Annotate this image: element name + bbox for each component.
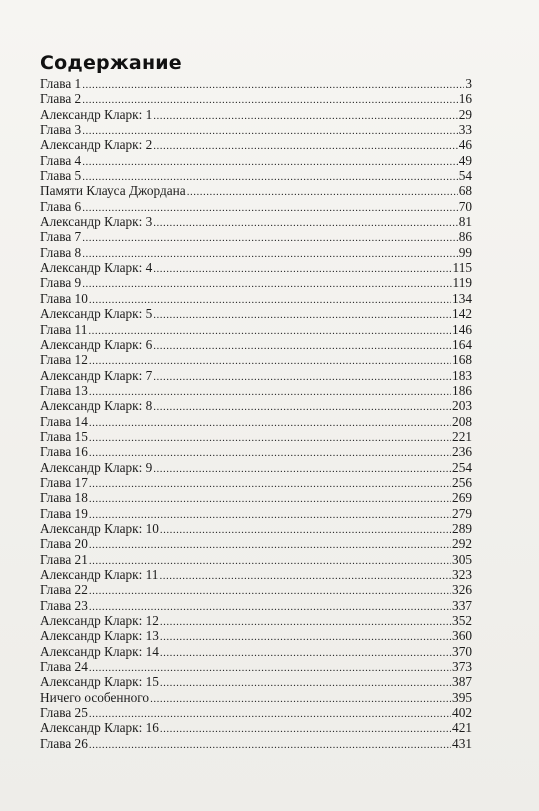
toc-dot-leader: [89, 431, 451, 446]
toc-entry-label: Глава 7: [40, 229, 82, 245]
toc-entry: [40, 91, 472, 106]
toc-dot-leader: [150, 692, 451, 707]
toc-entry: [40, 628, 472, 643]
toc-entry: [40, 76, 472, 91]
toc-dot-leader: [153, 308, 451, 323]
toc-entry: [40, 398, 472, 413]
toc-dot-leader: [153, 339, 451, 354]
toc-entry-label: Александр Кларк: 11: [40, 567, 159, 582]
toc-page-number: 221: [452, 428, 472, 444]
toc-entry: [40, 690, 472, 705]
toc-entry: [40, 137, 472, 152]
toc-entry-label: Глава 12: [40, 352, 88, 368]
toc-dot-leader: [89, 738, 451, 753]
toc-page-number: 186: [452, 382, 472, 398]
toc-page-number: 305: [452, 551, 472, 567]
toc-entry: [40, 214, 472, 229]
toc-page-number: 337: [452, 597, 472, 613]
toc-dot-leader: [89, 538, 451, 553]
toc-dot-leader: [160, 630, 451, 645]
toc-page-number: 68: [458, 183, 472, 199]
toc-entry: [40, 153, 472, 168]
toc-page-number: 352: [452, 613, 472, 629]
toc-dot-leader: [160, 676, 451, 691]
toc-entry: [40, 736, 472, 751]
toc-dot-leader: [160, 646, 451, 661]
toc-entry-label: Глава 19: [40, 505, 88, 521]
toc-entry-label: Александр Кларк: 8: [40, 398, 153, 414]
toc-page-number: 81: [458, 214, 472, 230]
toc-page-number: 3: [465, 76, 472, 91]
toc-entry-label: Глава 5: [40, 168, 82, 184]
toc-entry: [40, 291, 472, 306]
toc-dot-leader: [153, 216, 457, 231]
toc-entry-label: Александр Кларк: 2: [40, 137, 153, 153]
toc-dot-leader: [82, 78, 464, 93]
toc-entry: [40, 659, 472, 674]
toc-entry: [40, 720, 472, 735]
toc-entry-label: Глава 1: [40, 76, 82, 91]
toc-entry: [40, 352, 472, 367]
toc-entry: [40, 552, 472, 567]
toc-entry: [40, 475, 472, 490]
toc-page-number: 49: [458, 152, 472, 168]
toc-entry-label: Глава 22: [40, 582, 88, 598]
toc-dot-leader: [153, 400, 451, 415]
toc-entry: [40, 275, 472, 290]
toc-entry: [40, 429, 472, 444]
toc-dot-leader: [89, 477, 451, 492]
toc-entry-label: Глава 25: [40, 705, 88, 721]
page-title: Содержание: [40, 52, 182, 74]
toc-entry: [40, 567, 472, 582]
toc-dot-leader: [153, 262, 451, 277]
toc-entry-label: Глава 26: [40, 735, 88, 751]
toc-entry: [40, 322, 472, 337]
toc-page-number: 183: [452, 367, 472, 383]
toc-entry-label: Александр Кларк: 10: [40, 520, 159, 536]
toc-page-number: 208: [452, 413, 472, 429]
toc-page-number: 119: [452, 275, 472, 291]
toc-page-number: 134: [452, 290, 472, 306]
toc-page-number: 289: [452, 520, 472, 536]
toc-entry: [40, 705, 472, 720]
toc-page-number: 256: [452, 474, 472, 490]
toc-entry: [40, 506, 472, 521]
toc-dot-leader: [153, 109, 457, 124]
toc-page-number: 236: [452, 444, 472, 460]
toc-entry-label: Александр Кларк: 12: [40, 613, 159, 629]
toc-entry-label: Глава 13: [40, 382, 88, 398]
toc-entry: [40, 536, 472, 551]
toc-page-number: 142: [452, 306, 472, 322]
toc-entry-label: Глава 16: [40, 444, 88, 460]
toc-entry-label: Глава 20: [40, 536, 88, 552]
toc-page-number: 115: [452, 260, 472, 276]
toc-page-number: 431: [452, 735, 472, 751]
toc-entry: [40, 245, 472, 260]
toc-entry-label: Глава 2: [40, 91, 82, 107]
toc-entry-label: Памяти Клауса Джордана: [40, 183, 186, 199]
toc-entry-label: Александр Кларк: 1: [40, 106, 153, 122]
toc-page-number: 33: [458, 122, 472, 138]
toc-entry: [40, 260, 472, 275]
toc-dot-leader: [82, 277, 451, 292]
toc-entry-label: Глава 10: [40, 290, 88, 306]
toc-page-number: 279: [452, 505, 472, 521]
toc-page-number: 326: [452, 582, 472, 598]
toc-entry-label: Глава 21: [40, 551, 88, 567]
toc-page-number: 421: [452, 720, 472, 736]
toc-dot-leader: [82, 155, 458, 170]
toc-entry-label: Глава 14: [40, 413, 88, 429]
toc-page-number: 16: [458, 91, 472, 107]
toc-entry: [40, 199, 472, 214]
toc-entry-label: Александр Кларк: 15: [40, 674, 159, 690]
toc-entry: [40, 229, 472, 244]
toc-entry-label: Александр Кларк: 9: [40, 459, 153, 475]
toc-entry: [40, 122, 472, 137]
toc-entry-label: Александр Кларк: 7: [40, 367, 153, 383]
toc-entry: [40, 674, 472, 689]
table-of-contents: [40, 76, 472, 751]
toc-entry-label: Глава 4: [40, 152, 82, 168]
toc-entry: [40, 444, 472, 459]
toc-page-number: 46: [458, 137, 472, 153]
toc-entry: [40, 613, 472, 628]
toc-dot-leader: [82, 231, 458, 246]
toc-dot-leader: [159, 569, 451, 584]
toc-entry: [40, 582, 472, 597]
toc-entry: [40, 521, 472, 536]
toc-page-number: 168: [452, 352, 472, 368]
toc-entry: [40, 490, 472, 505]
toc-entry-label: Александр Кларк: 13: [40, 628, 159, 644]
toc-entry-label: Александр Кларк: 4: [40, 260, 153, 276]
toc-entry: [40, 414, 472, 429]
toc-entry: [40, 168, 472, 183]
toc-dot-leader: [89, 584, 451, 599]
toc-dot-leader: [89, 416, 451, 431]
toc-entry: [40, 183, 472, 198]
toc-entry-label: Глава 17: [40, 474, 88, 490]
toc-entry-label: Глава 15: [40, 428, 88, 444]
toc-entry: [40, 460, 472, 475]
toc-page-number: 29: [458, 106, 472, 122]
toc-entry: [40, 368, 472, 383]
toc-page-number: 323: [452, 567, 472, 582]
toc-page-number: 292: [452, 536, 472, 552]
toc-dot-leader: [187, 185, 458, 200]
toc-page-number: 360: [452, 628, 472, 644]
toc-page-number: 254: [452, 459, 472, 475]
toc-page-number: 70: [458, 198, 472, 214]
toc-page-number: 146: [452, 321, 472, 337]
toc-entry-label: Глава 11: [40, 321, 88, 337]
toc-page-number: 370: [452, 643, 472, 659]
toc-page-number: 99: [458, 244, 472, 260]
toc-dot-leader: [160, 615, 451, 630]
toc-entry-label: Александр Кларк: 16: [40, 720, 159, 736]
toc-page-number: 269: [452, 490, 472, 506]
toc-page-number: 203: [452, 398, 472, 414]
toc-page-number: 164: [452, 336, 472, 352]
toc-entry-label: Александр Кларк: 6: [40, 336, 153, 352]
toc-entry-label: Александр Кларк: 5: [40, 306, 153, 322]
toc-page-number: 373: [452, 659, 472, 675]
toc-entry: [40, 306, 472, 321]
toc-dot-leader: [153, 370, 451, 385]
toc-dot-leader: [153, 462, 451, 477]
toc-page-number: 86: [458, 229, 472, 245]
toc-entry-label: Александр Кларк: 14: [40, 643, 159, 659]
toc-entry-label: Александр Кларк: 3: [40, 214, 153, 230]
toc-page-number: 395: [452, 689, 472, 705]
toc-entry-label: Глава 3: [40, 122, 82, 138]
toc-entry-label: Глава 6: [40, 198, 82, 214]
toc-entry-label: Глава 9: [40, 275, 82, 291]
toc-entry-label: Глава 24: [40, 659, 88, 675]
toc-entry: [40, 598, 472, 613]
toc-dot-leader: [153, 139, 457, 154]
toc-page-number: 54: [458, 168, 472, 184]
toc-entry-label: Глава 23: [40, 597, 88, 613]
toc-dot-leader: [160, 523, 451, 538]
toc-page-number: 387: [452, 674, 472, 690]
toc-dot-leader: [160, 722, 451, 737]
toc-entry: [40, 107, 472, 122]
toc-entry-label: Глава 18: [40, 490, 88, 506]
toc-page-number: 402: [452, 705, 472, 721]
toc-entry: [40, 644, 472, 659]
toc-entry-label: Глава 8: [40, 244, 82, 260]
toc-entry: [40, 337, 472, 352]
toc-entry: [40, 383, 472, 398]
toc-entry-label: Ничего особенного: [40, 689, 150, 705]
toc-dot-leader: [89, 492, 451, 507]
